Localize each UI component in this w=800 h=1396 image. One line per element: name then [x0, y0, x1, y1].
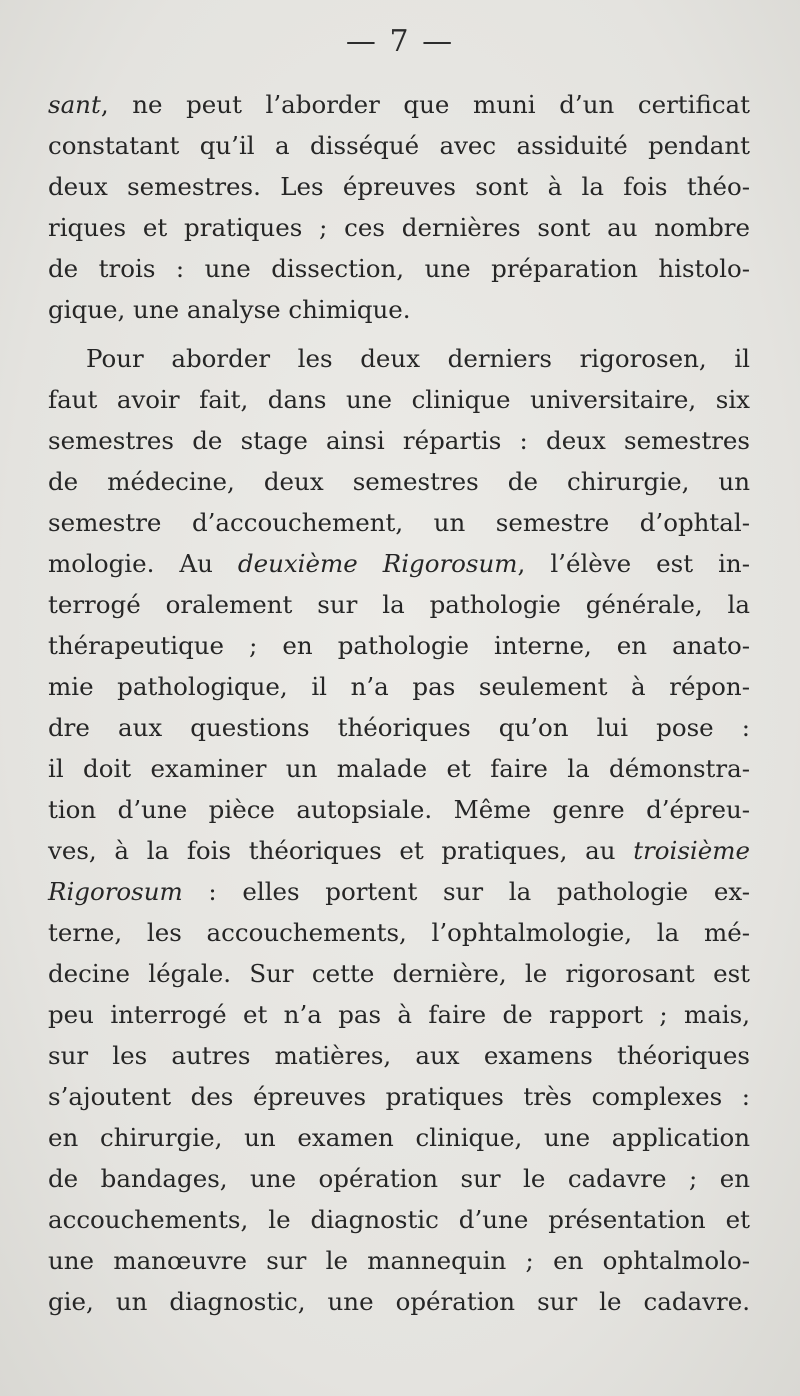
text-line: semestres de stage ainsi répartis : deux semestres — [48, 426, 750, 455]
text-line: thérapeutique ; en pathologie interne, en anato- — [48, 631, 750, 660]
text-line: Pour aborder les deux derniers rigorosen, il — [86, 344, 750, 373]
text-line: mie pathologique, il n’a pas seulement à répon- — [48, 672, 750, 701]
text-line: dre aux questions théoriques qu’on lui pose : — [48, 713, 750, 742]
text-line: il doit examiner un malade et faire la démonstra- — [48, 754, 750, 783]
text-line: de bandages, une opération sur le cadavre ; en — [48, 1164, 750, 1193]
text-line: peu interrogé et n’a pas à faire de rapport ; mais, — [48, 1000, 750, 1029]
text-line: constatant qu’il a disséqué avec assiduité pendant — [48, 131, 750, 160]
text-line: deux semestres. Les épreuves sont à la fois théo- — [48, 172, 750, 201]
text-line: terne, les accouchements, l’ophtalmologie, la mé- — [48, 918, 750, 947]
text-line: une manœuvre sur le mannequin ; en ophtalmolo- — [48, 1246, 750, 1275]
text-line: Rigorosum : elles portent sur la pathologie ex- — [48, 877, 750, 906]
text-line: semestre d’accouchement, un semestre d’ophtal- — [48, 508, 750, 537]
text-line: s’ajoutent des épreuves pratiques très complexes : — [48, 1082, 750, 1111]
text-line: decine légale. Sur cette dernière, le rigorosant est — [48, 959, 750, 988]
text-line: sur les autres matières, aux examens théoriques — [48, 1041, 750, 1070]
page-number: — 7 — — [345, 24, 455, 59]
text-line: ves, à la fois théoriques et pratiques, au troisième — [48, 836, 750, 865]
text-line: gie, un diagnostic, une opération sur le cadavre. — [48, 1287, 750, 1316]
text-line: de trois : une dissection, une préparation histolo- — [48, 254, 750, 283]
text-line: faut avoir fait, dans une clinique universitaire, six — [48, 385, 750, 414]
text-line: sant, ne peut l’aborder que muni d’un certificat — [48, 90, 750, 119]
body-text — [48, 84, 750, 1322]
text-line: accouchements, le diagnostic d’une présentation et — [48, 1205, 750, 1234]
text-line: en chirurgie, un examen clinique, une application — [48, 1123, 750, 1152]
text-line: riques et pratiques ; ces dernières sont au nombre — [48, 213, 750, 242]
text-line: gique, une analyse chimique. — [48, 295, 411, 324]
text-line: mologie. Au deuxième Rigorosum, l’élève est in- — [48, 549, 750, 578]
text-line: terrogé oralement sur la pathologie générale, la — [48, 590, 750, 619]
text-line: tion d’une pièce autopsiale. Même genre d’épreu- — [48, 795, 750, 824]
text-line: de médecine, deux semestres de chirurgie, un — [48, 467, 750, 496]
